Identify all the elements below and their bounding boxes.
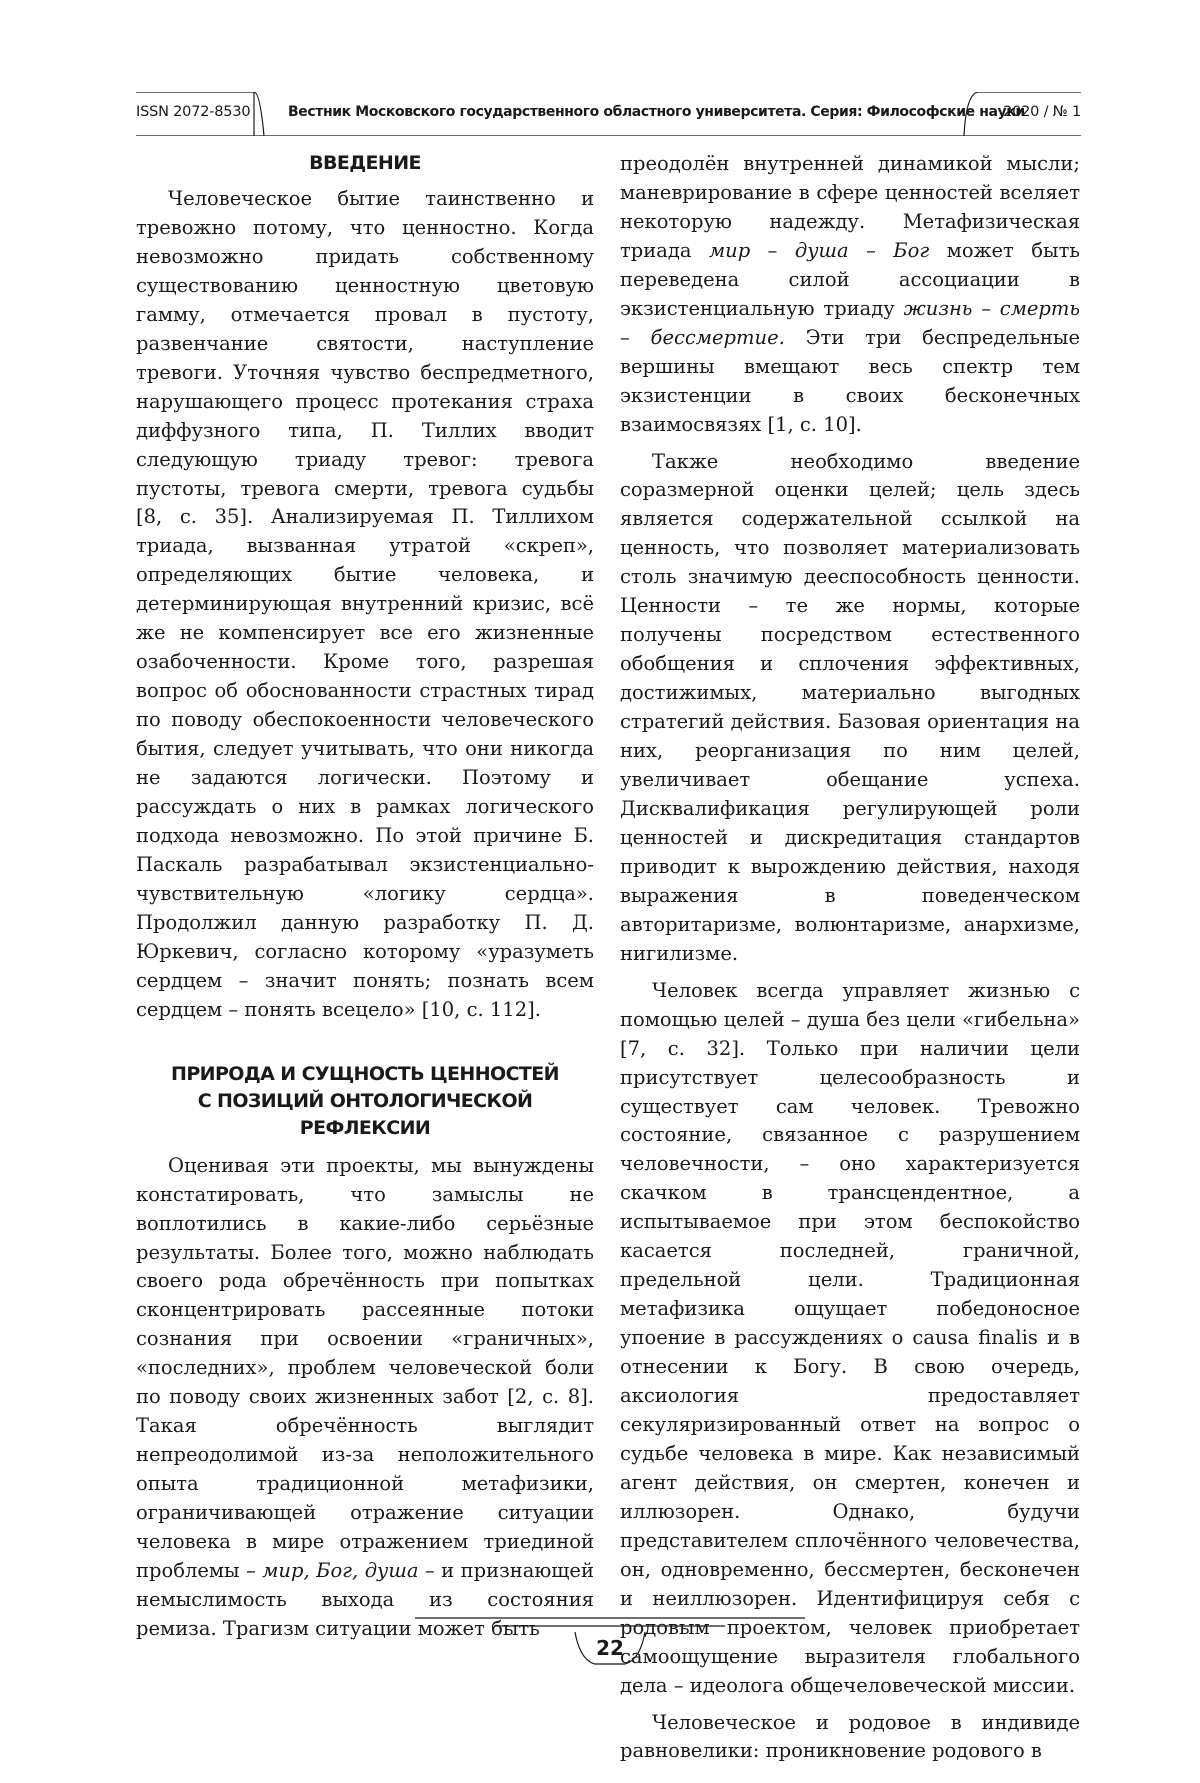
text-run: может быть переведена силой ассоциации в экзистенциальную триаду [620,238,1080,320]
heading-line: С ПОЗИЦИЙ ОНТОЛОГИЧЕСКОЙ РЕФЛЕКСИИ [197,1089,533,1139]
italic-text: мир – душа – Бог [708,238,930,262]
page-footer [415,1612,805,1682]
text-run: – и признающей немыслимость выхода из состояния ремиза. Трагизм ситуации может быть [136,1558,594,1640]
paragraph: Также необходимо введение соразмерной оценки целей; цель здесь является содержательной ссылкой на ценность, что позволяет материализовать столь значимую дееспособность ценности. Ценности – те же нормы, которые получены посредством естественного обобщения и сплочения эффективных, достижимых, материально выгодных стратегий действия. Базовая ориентация на них, реорганизация по ним целей, увеличивает обещание успеха. Дисквалификация регулирующей роли ценностей и дискредитация стандартов приводит к вырождению действия, находя выражения в поведенческом авторитаризме, волюнтаризме, анархизме, нигилизме. [620,449,1080,965]
paragraph: Человеческое и родовое в индивиде равновелики: проникновение родового в [620,1710,1080,1763]
journal-title: Вестник Московского государственного областного университета. Серия: Философские науки [288,104,1025,120]
text-run: Оценивая эти проекты, мы вынуждены констатировать, что замыслы не воплотились в какие-либо серьёзные результаты. Более того, можно наблюдать своего рода обречённость при попытках сконцентрировать рассеянные потоки сознания при освоении «граничных», «последних», проблем человеческой боли по поводу своих жизненных забот [2, с. 8]. Такая обречённость выглядит непреодолимой из-за неположительного опыта традиционной метафизики, ограничивающей отражение ситуации человека в мире отражением триединой проблемы – [136,1153,594,1582]
page-number: 22 [596,1636,624,1660]
paragraph [136,1152,594,1644]
issue-number: 2020 / № 1 [1003,104,1081,120]
paragraph: Человеческое бытие таинственно и тревожно потому, что ценностно. Когда невозможно придать собственному существованию ценностную цветовую гамму, отмечается провал в пустоту, развенчание святости, наступление тревоги. Уточняя чувство беспредметного, нарушающего процесс протекания страха диффузного типа, П. Тиллих вводит следующую триаду тревог: тревога пустоты, тревога смерти, тревога судьбы [8, с. 35]. Анализируемая П. Тиллихом триада, вызванная утратой «скреп», определяющих бытие человека, и детерминирующая внутренний кризис, всё же не компенсирует все его жизненные озабоченности. Кроме того, разрешая вопрос об обоснованности страстных тирад по поводу обеспокоенности человеческого бытия, следует учитывать, что они никогда не задаются логически. Поэтому и рассуждать о них в рамках логического подхода невозможно. По этой причине Б. Паскаль разрабатывал экзистенциально-чувствительную «логику сердца». Продолжил данную разработку П. Д. Юркевич, согласно которому «уразуметь сердцем – значит понять; познать всем сердцем – понять всецело» [10, с. 112]. [136,187,594,1021]
right-column [620,150,1080,1774]
text-run: Эти три беспредельные вершины вмещают весь спектр тем экзистенции в своих бесконечных взаимосвязях [1, с. 10]. [620,325,1080,436]
left-column [136,150,594,1652]
paragraph: Человек всегда управляет жизнью с помощью целей – душа без цели «гибельна» [7, с. 32]. Только при наличии цели присутствует целесообразность и существует сам человек. Тревожно состояние, связанное с разрушением человечности, – оно характеризуется скачком в трансцендентное, а испытываемое при этом беспокойство касается последней, граничной, предельной цели. Традиционная метафизика ощущает победоносное упоение в рассуждениях о causa finalis и в отнесении к Богу. В свою очередь, аксиология предоставляет секуляризированный ответ на вопрос о судьбе человека в мире. Как независимый агент действия, он смертен, конечен и иллюзорен. Однако, будучи представителем сплочённого человечества, он, одновременно, бессмертен, бесконечен и неиллюзорен. Идентифицируя себя с родовым проектом, человек приобретает самоощущение выразителя глобального дела – идеолога общечеловеческой миссии. [620,978,1080,1697]
section-heading-introduction: ВВЕДЕНИЕ [309,152,421,174]
paragraph [620,150,1080,440]
running-header [136,92,1081,136]
section-heading-nature-of-values [136,1061,594,1142]
italic-text: жизнь – смерть – бессмертие. [620,296,1080,349]
heading-line: ПРИРОДА И СУЩНОСТЬ ЦЕННОСТЕЙ [171,1062,559,1085]
italic-text: мир, Бог, душа [262,1558,419,1582]
issn: ISSN 2072-8530 [136,104,251,120]
text-run: преодолён внутренней динамикой мысли; маневрирование в сфере ценностей вселяет некоторую надежду. Метафизическая триада [620,152,1080,262]
